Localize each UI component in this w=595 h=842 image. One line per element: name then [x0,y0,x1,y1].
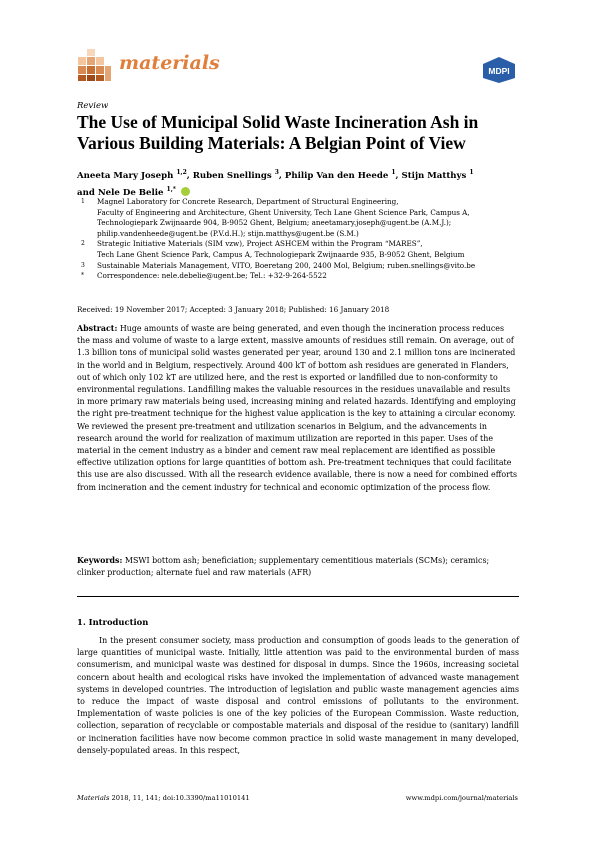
author-name[interactable]: Nele De Belie [97,187,164,198]
affiliation-number: 1 [81,198,85,205]
section-divider [77,596,519,597]
affiliation-line: Tech Lane Ghent Science Park, Campus A, Technologiepark Zwijnaarde 935, B-9052 Ghent, Belgium [97,249,465,259]
mdpi-logo-text: MDPI [488,66,510,76]
orcid-icon[interactable] [181,187,190,196]
section-body: In the present consumer society, mass production and consumption of goods leads to the generation of large quantities of municipal waste. Initially, little attention was paid to the environmental burden of mass consumerism, and municipal waste was destined for disposal in dumps. Since the 1960s, increasing societal concern about health and ecological risks have invoked the implementation of advanced waste management systems in developed countries. The introduction of legislation and public waste management agencies aims to reduce the impact of waste disposal and control emissions of pollutants to the environment. Implementation of waste policies is one of the key policies of the European Commission. Waste reduction, collection, separation of recyclable or compostable materials and disposal of the residue to (sanitary) landfill or incineration facilities have now become common practice in solid waste management in many developed, densely-populated areas. In this respect, [77,636,519,755]
author-affiliation-sup: 3 [274,169,279,176]
keywords-text: MSWI bottom ash; beneficiation; supplementary cementitious materials (SCMs); ceramics; clinker production; alternate fuel and raw materials (AFR) [77,556,490,578]
affiliation-number: 3 [81,261,85,269]
abstract-text: Huge amounts of waste are being generated, and even though the incineration process reduces the mass and volume of waste to a large extent, massive amounts of residues still remain. On average, out of 1.3 billion tons of municipal solid wastes generated per year, around 130 and 2.1 million tons are incinerated in the world and in Belgium, respectively. Around 400 kT of bottom ash residues are generated in Flanders, out of which only 102 kT are utilized here, and the rest is exported or landfilled due to non-conformity to environmental regulations. Landfilling makes the valuable resources in the residues unavailable and results in more primary raw materials being used, increasing mining and related hazards. Identifying and employing the right pre-treatment technique for the highest value application is the key to attaining a circular economy. We reviewed the present pre-treatment and utilization scenarios in Belgium, and the advancements in research around the world for realization of maximum utilization are reported in this paper. Uses of the material in the cement industry as a binder and cement raw meal replacement are identified as possible effective utilization options for large quantities of bottom ash. Pre-treatment techniques that could facilitate this use are also discussed. With all the research evidence available, there is now a need for combined efforts from incineration and the cement industry for technical and economic optimization of the process flow. [77,324,518,492]
author-name[interactable]: Aneeta Mary Joseph [77,170,174,181]
mdpi-logo-icon [480,56,518,84]
affiliation-item [77,239,527,260]
author-separator: , [186,170,193,181]
abstract-label: Abstract: [77,324,118,333]
author-affiliation-sup: 1,* [166,185,176,193]
section-heading: 1. Introduction [77,617,149,627]
author-affiliation-sup: 1,2 [176,169,187,176]
affiliation-item [77,261,527,272]
journal-logo-icon [77,48,113,81]
affiliation-number: * [81,272,84,280]
author-affiliation-sup: 1 [469,169,474,176]
affiliation-line: Technologiepark Zwijnaarde 904, B-9052 Ghent, Belgium; aneetamary.joseph@ugent.be (A.M.J.); [97,218,452,228]
affiliations [77,197,527,282]
abstract [77,323,519,494]
author-separator: , [395,170,402,181]
affiliation-line: Correspondence: nele.debelie@ugent.be; Tel.: +32-9-264-5522 [97,271,327,281]
author-name[interactable]: Stijn Matthys [401,170,467,181]
header [77,48,518,86]
article-title [77,112,522,154]
footer-journal: Materials [77,794,110,802]
keywords-label: Keywords: [77,556,123,565]
author-name[interactable]: Ruben Snellings [192,170,272,181]
author-separator: , [278,170,285,181]
journal-name: materials [119,52,220,74]
author-list [77,166,527,200]
affiliation-line: Magnel Laboratory for Concrete Research, Department of Structural Engineering, [97,197,399,206]
footer-url[interactable]: www.mdpi.com/journal/materials [405,794,518,802]
footer-citation [77,794,250,802]
affiliation-line: Faculty of Engineering and Architecture, Ghent University, Tech Lane Ghent Science Park, Campus A, [97,207,470,217]
publication-dates: Received: 19 November 2017; Accepted: 3 January 2018; Published: 16 January 2018 [77,305,390,314]
affiliation-item [77,271,527,282]
authors-line-1 [77,166,527,183]
affiliation-number: 2 [81,240,85,248]
affiliation-line: Strategic Initiative Materials (SIM vzw), Project ASHCEM within the Program “MARES”, [97,239,423,249]
footer-citation-text: 2018, 11, 141; doi:10.3390/ma11010141 [109,794,250,802]
affiliation-item [77,197,527,239]
author-prefix: and [77,187,98,198]
affiliation-line: Sustainable Materials Management, VITO, Boeretang 200, 2400 Mol, Belgium; ruben.snellings@vito.be [97,260,476,270]
author-affiliation-sup: 1 [391,169,396,176]
affiliation-line: philip.vandenheede@ugent.be (P.V.d.H.); stijn.matthys@ugent.be (S.M.) [97,228,359,238]
title-line-2: Various Building Materials: A Belgian Point of View [77,133,466,153]
article-type: Review [77,101,109,111]
author-name[interactable]: Philip Van den Heede [284,170,389,181]
keywords [77,555,519,579]
title-line-1: The Use of Municipal Solid Waste Incineration Ash in [77,112,479,132]
